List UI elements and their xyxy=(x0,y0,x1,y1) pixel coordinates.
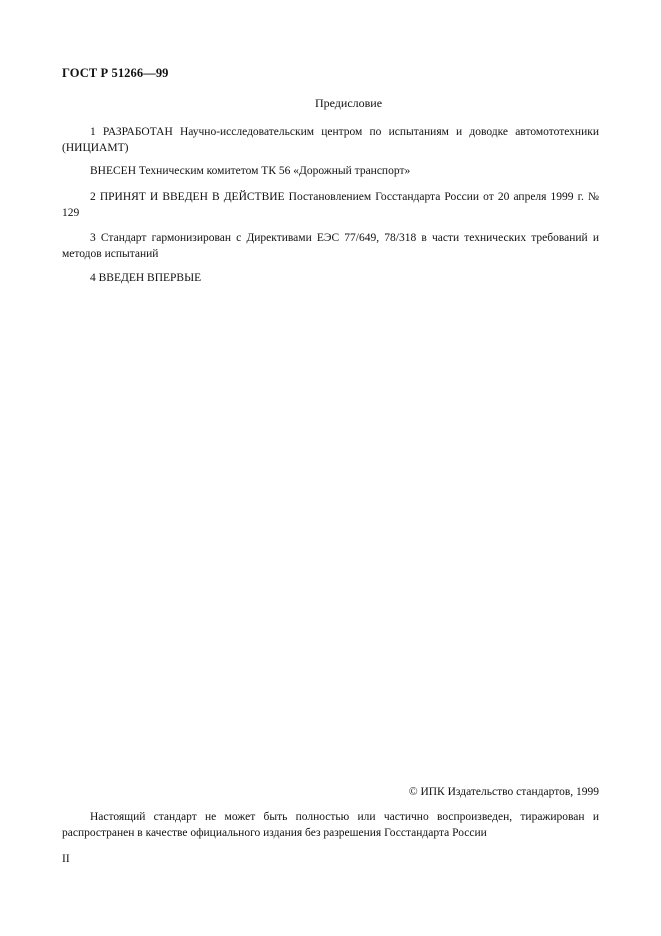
preface-paragraph-developed: 1 РАЗРАБОТАН Научно-исследовательским центром по испытаниям и доводке автомототехники (НИЦИАМТ) xyxy=(62,126,599,154)
preface-paragraph-first-introduced: 4 ВВЕДЕН ВПЕРВЫЕ xyxy=(90,272,202,284)
preface-paragraph-introduced: ВНЕСЕН Техническим комитетом ТК 56 «Дорожный транспорт» xyxy=(90,165,411,177)
preface-title: Предисловие xyxy=(314,96,383,110)
standard-id-header: ГОСТ Р 51266—99 xyxy=(62,66,169,80)
reproduction-notice: Настоящий стандарт не может быть полностью или частично воспроизведен, тиражирован и распространен в качестве официального издания без разрешения Госстандарта России xyxy=(62,811,599,839)
copyright-line: © ИПК Издательство стандартов, 1999 xyxy=(408,786,599,798)
page-number: II xyxy=(62,853,70,865)
preface-paragraph-harmonized: 3 Стандарт гармонизирован с Директивами ЕЭС 77/649, 78/318 в части технических требований и методов испытаний xyxy=(62,232,599,260)
preface-paragraph-adopted: 2 ПРИНЯТ И ВВЕДЕН В ДЕЙСТВИЕ Постановлением Госстандарта России от 20 апреля 1999 г. № 129 xyxy=(62,191,599,219)
